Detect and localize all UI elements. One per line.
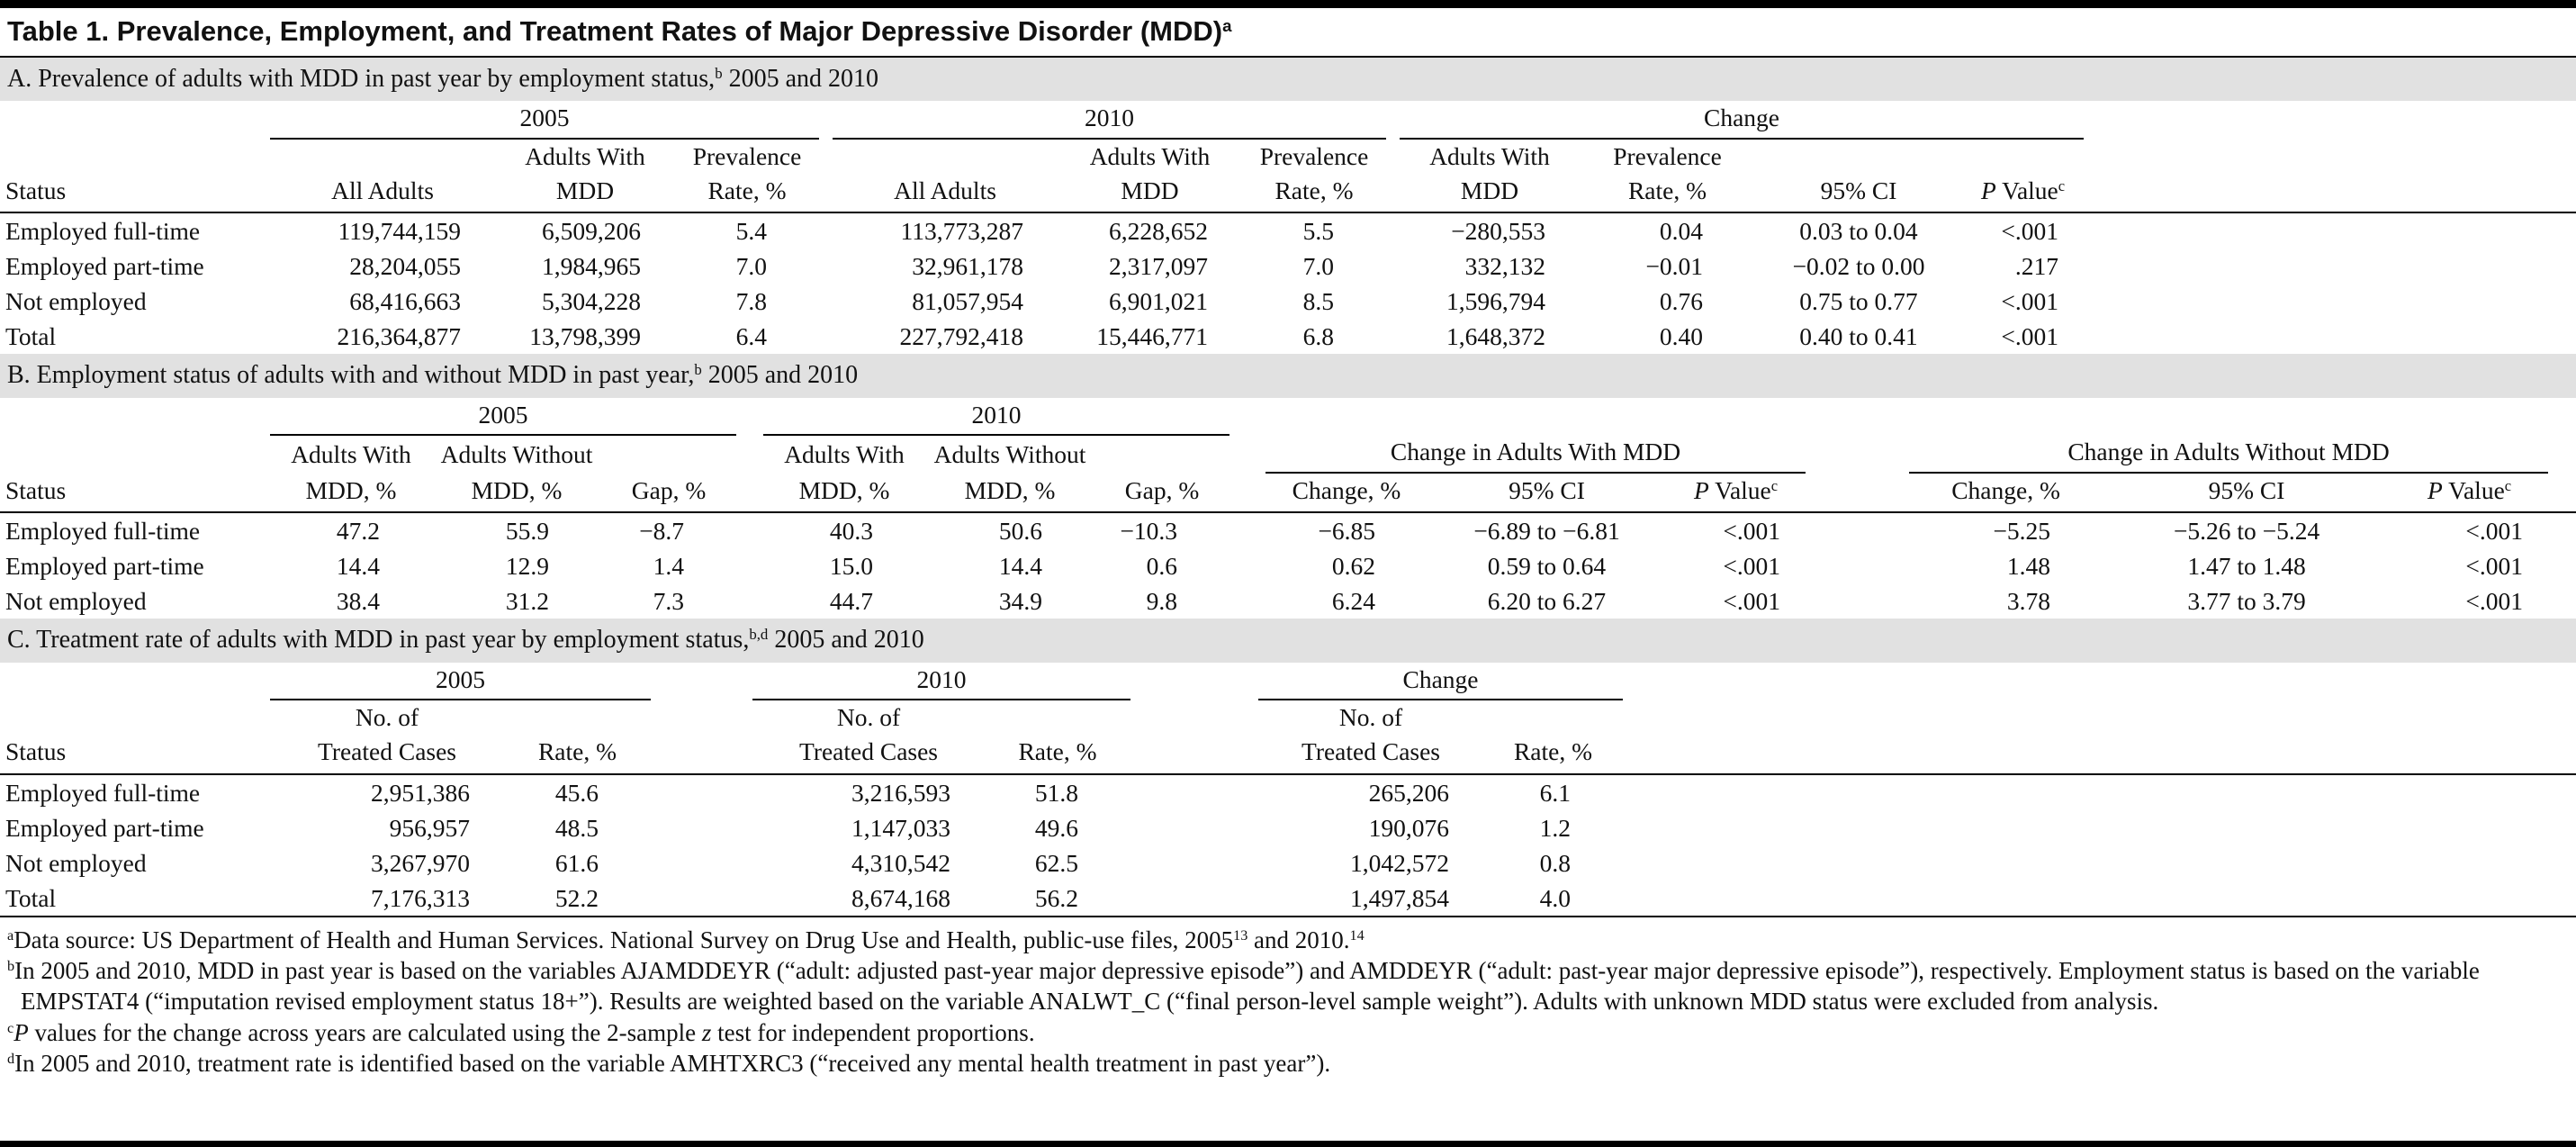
data-cell: 2,951,386: [371, 778, 470, 807]
column-header: Gap, %: [1094, 473, 1229, 512]
data-cell: −10.3: [1120, 517, 1177, 546]
table-title: Table 1. Prevalence, Employment, and Treatment Rates of Major Depressive Disorder (MDD)$^a$: [0, 8, 2576, 58]
col-header-pvalue: P Value$^c$: [2391, 473, 2548, 512]
col-group-change-without-mdd: Change in Adults Without MDD: [1909, 435, 2548, 472]
data-cell: 55.9: [505, 517, 549, 546]
header-row-line1: [0, 435, 2576, 472]
data-cell: 0.40: [1659, 322, 1703, 351]
data-cell: 1,497,854: [1350, 883, 1449, 912]
data-cell: 52.2: [554, 883, 599, 912]
table-row: [0, 512, 2576, 548]
column-header: MDD, %: [270, 473, 432, 512]
data-cell: 1,042,572: [1350, 848, 1449, 877]
header-row-line1: [0, 700, 2576, 735]
footnotes: [0, 916, 2576, 1088]
data-cell: 7.8: [735, 287, 767, 316]
table-row: [0, 319, 2576, 354]
spacer-cell: [1130, 845, 1258, 881]
column-header: Rate, %: [1580, 174, 1755, 212]
data-cell: 190,076: [1368, 813, 1449, 842]
col-header-ci: 95% CI: [2103, 473, 2391, 512]
data-cell: 1.2: [1539, 813, 1572, 842]
data-cell: 1,147,033: [851, 813, 950, 842]
column-header: MDD, %: [763, 473, 925, 512]
column-header: Rate, %: [675, 174, 819, 212]
col-group-2005: 2005: [270, 101, 819, 138]
data-cell: 13,798,399: [529, 322, 641, 351]
data-cell: 0.40 to 0.41: [1799, 322, 1918, 351]
row-label: Employed full-time: [5, 778, 201, 807]
data-cell: 6.4: [735, 322, 767, 351]
table-row: [0, 548, 2576, 583]
data-cell: 0.03 to 0.04: [1799, 217, 1918, 246]
data-cell: −5.25: [1993, 517, 2051, 546]
data-cell: 15,446,771: [1096, 322, 1208, 351]
data-cell: 56.2: [1034, 883, 1078, 912]
col-group-2005: 2005: [270, 663, 651, 700]
data-cell: 1.48: [2006, 552, 2051, 581]
data-cell: 3.78: [2006, 587, 2051, 616]
spacer-cell: [1623, 774, 2576, 810]
data-cell: 15.0: [829, 552, 873, 581]
header-row-line1: [0, 139, 2576, 174]
data-cell: 2,317,097: [1109, 252, 1208, 281]
data-cell: <.001: [2001, 287, 2059, 316]
data-cell: 0.6: [1146, 552, 1177, 581]
data-cell: 7.3: [653, 587, 684, 616]
spacer-cell: [819, 248, 833, 284]
data-cell: 7.0: [1302, 252, 1334, 281]
data-cell: 34.9: [998, 587, 1042, 616]
data-cell: 216,364,877: [337, 322, 461, 351]
section-c-table: [0, 663, 2576, 916]
data-cell: −6.85: [1318, 517, 1375, 546]
data-cell: 6.1: [1539, 778, 1572, 807]
footnote-c: $^c$P values for the change across years are calculated using the 2-sample z test for independent proportions.: [7, 1018, 1035, 1046]
spacer-cell: [1623, 810, 2576, 845]
data-cell: .217: [2014, 252, 2059, 281]
data-cell: 7.0: [735, 252, 767, 281]
section-a-heading: A. Prevalence of adults with MDD in past year by employment status,$^b$ 2005 and 2010: [0, 58, 2576, 101]
section-b-table: [0, 398, 2576, 619]
column-header: Change, %: [1265, 473, 1428, 512]
footnote-d: $^d$In 2005 and 2010, treatment rate is identified based on the variable AMHTXRC3 (“received any mental health treatment in past year”).: [7, 1049, 1331, 1077]
data-cell: <.001: [2001, 217, 2059, 246]
column-header: MDD: [1058, 174, 1242, 212]
spacer-cell: [1130, 774, 1258, 810]
data-cell: 0.8: [1539, 848, 1572, 877]
data-cell: 0.62: [1331, 552, 1375, 581]
column-header: All Adults: [270, 174, 495, 212]
data-cell: 32,961,178: [912, 252, 1023, 281]
spacer-cell: [651, 845, 752, 881]
column-header: Adults With: [1089, 141, 1211, 170]
header-row-line2: [0, 174, 2576, 212]
data-cell: 6,509,206: [542, 217, 641, 246]
column-header: Adults Without: [440, 440, 593, 469]
spacer-cell: [2548, 512, 2576, 548]
spacer-cell: [819, 212, 833, 248]
row-label: Total: [5, 322, 57, 351]
spacer-cell: [819, 284, 833, 319]
data-cell: 14.4: [336, 552, 380, 581]
data-cell: 1,984,965: [542, 252, 641, 281]
column-header: Rate, %: [1483, 735, 1623, 773]
data-cell: 38.4: [336, 587, 380, 616]
data-cell: 44.7: [829, 587, 873, 616]
col-group-2010: 2010: [752, 663, 1130, 700]
column-header: No. of: [1338, 702, 1403, 731]
header-row-line2: [0, 473, 2576, 512]
row-label: Not employed: [5, 848, 147, 877]
spacer-cell: [736, 583, 763, 619]
spacer-cell: [1130, 810, 1258, 845]
data-cell: 47.2: [336, 517, 380, 546]
spacer-cell: [2548, 583, 2576, 619]
data-cell: 3,216,593: [851, 778, 950, 807]
column-header: Adults Without: [933, 440, 1086, 469]
data-cell: 45.6: [554, 778, 599, 807]
spacer-cell: [736, 512, 763, 548]
data-cell: <.001: [2001, 322, 2059, 351]
footnote-a: $^a$Data source: US Department of Health and Human Services. National Survey on Drug Use and Health, public-use files, 2005$^{13}$ and 2010.14: [7, 926, 1365, 953]
table-row: [0, 845, 2576, 881]
row-label: Employed part-time: [5, 552, 204, 581]
spacer-cell: [2084, 284, 2576, 319]
col-header-status: Status: [0, 473, 270, 512]
col-group-2010: 2010: [833, 101, 1386, 138]
row-label: Not employed: [5, 287, 147, 316]
spacer-cell: [1130, 881, 1258, 916]
column-header: Rate, %: [985, 735, 1130, 773]
data-cell: −0.02 to 0.00: [1792, 252, 1925, 281]
data-cell: 265,206: [1368, 778, 1449, 807]
spacer-cell: [1806, 548, 1909, 583]
col-header-pvalue: P Value$^c$: [1962, 174, 2084, 212]
data-cell: 119,744,159: [338, 217, 461, 246]
data-cell: 4.0: [1539, 883, 1572, 912]
column-header: Gap, %: [601, 473, 736, 512]
column-header: MDD, %: [925, 473, 1094, 512]
column-header: MDD: [495, 174, 675, 212]
section-a-body: [0, 212, 2576, 354]
col-group-2005: 2005: [270, 398, 736, 435]
column-header: MDD: [1400, 174, 1580, 212]
spacer-cell: [1386, 319, 1400, 354]
data-cell: <.001: [1723, 517, 1781, 546]
table-row: [0, 583, 2576, 619]
data-cell: 6,228,652: [1109, 217, 1208, 246]
spacer-cell: [651, 774, 752, 810]
row-label: Employed part-time: [5, 252, 204, 281]
data-cell: 8.5: [1302, 287, 1334, 316]
data-cell: −6.89 to −6.81: [1473, 517, 1620, 546]
column-header: Adults With: [525, 141, 645, 170]
col-header-pvalue: P Value$^c$: [1666, 473, 1806, 512]
data-cell: 14.4: [998, 552, 1042, 581]
column-header: All Adults: [833, 174, 1058, 212]
data-cell: 4,310,542: [851, 848, 950, 877]
data-cell: 6.8: [1302, 322, 1334, 351]
spanner-row: [0, 398, 2576, 435]
spacer-cell: [736, 548, 763, 583]
column-header: MDD, %: [432, 473, 601, 512]
column-header: Change, %: [1909, 473, 2103, 512]
header-row-line2: [0, 735, 2576, 773]
row-label: Employed part-time: [5, 813, 204, 842]
spacer-cell: [1386, 212, 1400, 248]
data-cell: 956,957: [389, 813, 470, 842]
spacer-cell: [1229, 512, 1265, 548]
column-header: Prevalence: [1259, 141, 1369, 170]
spanner-row: [0, 101, 2576, 138]
column-header: Rate, %: [504, 735, 651, 773]
spacer-cell: [1386, 284, 1400, 319]
section-a-table: [0, 101, 2576, 354]
data-cell: 227,792,418: [899, 322, 1023, 351]
data-cell: 6,901,021: [1109, 287, 1208, 316]
data-cell: 49.6: [1034, 813, 1078, 842]
data-cell: −5.26 to −5.24: [2173, 517, 2320, 546]
data-cell: 1.4: [653, 552, 684, 581]
data-cell: 3,267,970: [371, 848, 470, 877]
data-cell: 8,674,168: [851, 883, 950, 912]
bottom-whitespace: [0, 1088, 2576, 1141]
data-cell: 62.5: [1034, 848, 1078, 877]
data-cell: 0.59 to 0.64: [1487, 552, 1607, 581]
section-b-body: [0, 512, 2576, 619]
col-group-change: Change: [1400, 101, 2084, 138]
column-header: Treated Cases: [270, 735, 504, 773]
data-cell: <.001: [2465, 587, 2524, 616]
data-cell: 40.3: [829, 517, 873, 546]
data-cell: 5.5: [1302, 217, 1334, 246]
data-cell: 0.04: [1659, 217, 1703, 246]
data-cell: 68,416,663: [349, 287, 461, 316]
data-cell: 31.2: [505, 587, 549, 616]
data-cell: 1,596,794: [1446, 287, 1545, 316]
spacer-cell: [1386, 248, 1400, 284]
column-header: No. of: [836, 702, 901, 731]
column-header: Rate, %: [1242, 174, 1386, 212]
spacer-cell: [2084, 212, 2576, 248]
section-c-body: [0, 774, 2576, 916]
column-header: Adults With: [291, 440, 411, 469]
data-cell: 332,132: [1464, 252, 1545, 281]
column-header: Adults With: [1429, 141, 1550, 170]
section-c-heading: C. Treatment rate of adults with MDD in past year by employment status,$^{b,d}$ 2005 and 2010: [0, 619, 2576, 662]
data-cell: 5,304,228: [542, 287, 641, 316]
data-cell: 1,648,372: [1446, 322, 1545, 351]
data-cell: <.001: [1723, 552, 1781, 581]
col-header-ci: 95% CI: [1428, 473, 1666, 512]
data-cell: −0.01: [1645, 252, 1703, 281]
data-cell: −280,553: [1451, 217, 1545, 246]
data-cell: 0.76: [1659, 287, 1703, 316]
table-row: [0, 881, 2576, 916]
col-header-status: Status: [0, 174, 270, 212]
column-header: Treated Cases: [752, 735, 985, 773]
data-cell: 6.24: [1331, 587, 1375, 616]
data-cell: 113,773,287: [900, 217, 1023, 246]
data-cell: 1.47 to 1.48: [2187, 552, 2306, 581]
data-cell: 0.75 to 0.77: [1799, 287, 1918, 316]
spacer-cell: [651, 881, 752, 916]
data-cell: <.001: [1723, 587, 1781, 616]
row-label: Total: [5, 883, 57, 912]
data-cell: 7,176,313: [371, 883, 470, 912]
spacer-cell: [1806, 583, 1909, 619]
column-header: Prevalence: [692, 141, 802, 170]
col-header-ci: 95% CI: [1755, 174, 1962, 212]
data-cell: 61.6: [554, 848, 599, 877]
row-label: Employed full-time: [5, 217, 201, 246]
col-group-change-with-mdd: Change in Adults With MDD: [1265, 435, 1806, 472]
col-group-change: Change: [1258, 663, 1623, 700]
column-header: No. of: [355, 702, 419, 731]
spacer-cell: [1623, 881, 2576, 916]
data-cell: 28,204,055: [349, 252, 461, 281]
data-cell: 9.8: [1146, 587, 1177, 616]
spacer-cell: [651, 810, 752, 845]
table-row: [0, 212, 2576, 248]
data-cell: 3.77 to 3.79: [2187, 587, 2306, 616]
spacer-cell: [1806, 512, 1909, 548]
data-cell: −8.7: [639, 517, 684, 546]
data-cell: 50.6: [998, 517, 1042, 546]
spacer-cell: [1623, 845, 2576, 881]
table-row: [0, 774, 2576, 810]
table-row: [0, 248, 2576, 284]
table-row: [0, 284, 2576, 319]
spacer-cell: [1229, 548, 1265, 583]
column-header: Treated Cases: [1258, 735, 1483, 773]
col-group-2010: 2010: [763, 398, 1229, 435]
footnote-b: $^b$In 2005 and 2010, MDD in past year is based on the variables AJAMDDEYR (“adult: adjusted past-year major depressive episode”) and AMDDEYR (“adult: past-year major depressive episode”), respectively. Employment status is based on the variable EMPSTAT4 (“imputation revised employment status 18+”). Results are weighted based on the variable ANALWT_C (“final person-level sample weight”). Adults with unknown MDD status were excluded from analysis.: [7, 957, 2480, 1016]
spacer-cell: [1229, 583, 1265, 619]
spacer-cell: [819, 319, 833, 354]
data-cell: 12.9: [505, 552, 549, 581]
data-cell: 51.8: [1034, 778, 1078, 807]
data-cell: 5.4: [735, 217, 767, 246]
spacer-cell: [2548, 548, 2576, 583]
spanner-row: [0, 663, 2576, 700]
row-label: Employed full-time: [5, 517, 201, 546]
row-label: Not employed: [5, 587, 147, 616]
table-row: [0, 810, 2576, 845]
data-cell: 6.20 to 6.27: [1487, 587, 1607, 616]
data-cell: <.001: [2465, 517, 2524, 546]
data-cell: 48.5: [554, 813, 599, 842]
section-b-heading: B. Employment status of adults with and without MDD in past year,$^b$ 2005 and 2010: [0, 354, 2576, 397]
spacer-cell: [2084, 319, 2576, 354]
column-header: Adults With: [784, 440, 905, 469]
data-cell: <.001: [2465, 552, 2524, 581]
data-cell: 81,057,954: [912, 287, 1023, 316]
col-header-status: Status: [0, 735, 270, 773]
column-header: Prevalence: [1613, 141, 1722, 170]
spacer-cell: [2084, 248, 2576, 284]
